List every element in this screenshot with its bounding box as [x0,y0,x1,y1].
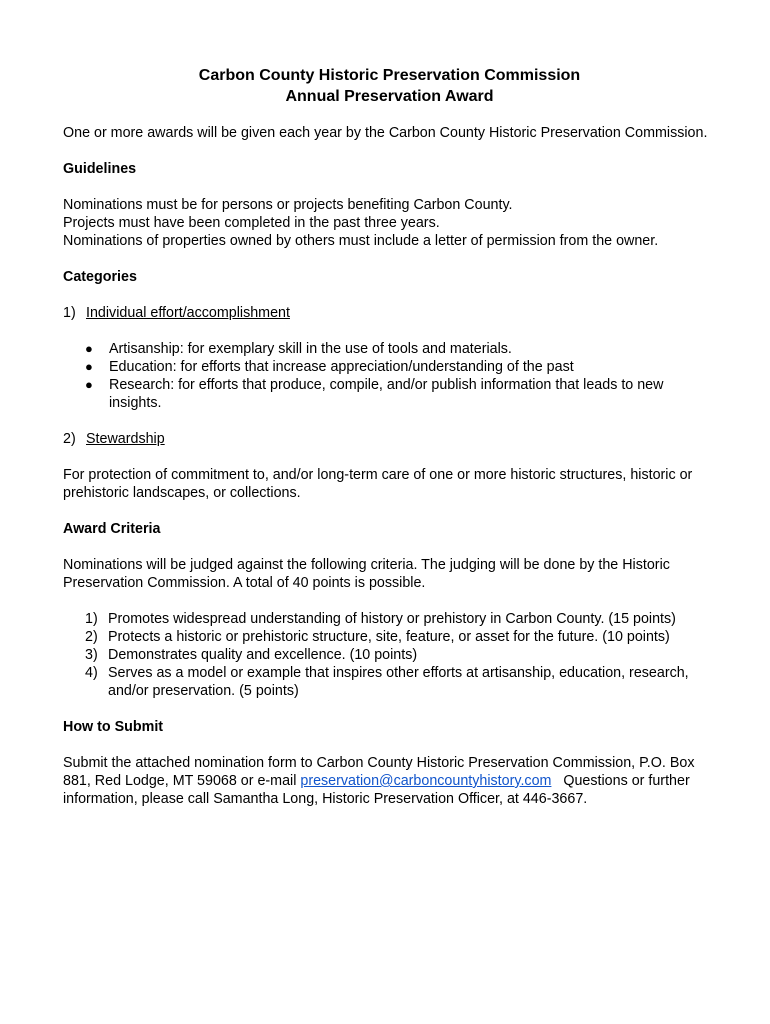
how-to-submit-heading: How to Submit [63,719,164,735]
guideline-line: Nominations of properties owned by others must include a letter of permission from the owner. [63,233,659,249]
category-1-number: 1) [63,305,76,321]
category-1-title: Individual effort/accomplishment [86,305,290,321]
email-link[interactable]: preservation@carboncountyhistory.com [300,773,552,789]
list-item [85,628,713,646]
list-item [85,610,713,628]
bullet-icon: ● [85,341,93,356]
bullet-icon: ● [85,377,93,392]
categories-heading: Categories [63,269,137,285]
criteria-number: 2) [85,629,98,645]
guideline-line: Nominations must be for persons or projects benefiting Carbon County. [63,197,513,213]
list-item [85,358,713,376]
guideline-line: Projects must have been completed in the past three years. [63,215,440,231]
list-item [85,664,713,700]
criteria-text: Protects a historic or prehistoric structure, site, feature, or asset for the future. (10 points) [108,629,670,645]
submit-text-before: Submit the attached nomination form to Carbon County Historic Preservation Commission, P.O. Box 881, Red Lodge, MT 59068 or e-mail [63,755,695,789]
list-item [85,376,713,412]
category-1 [63,304,713,322]
bullet-text: Artisanship: for exemplary skill in the use of tools and materials. [109,341,512,357]
award-criteria-heading: Award Criteria [63,521,161,537]
document-title-line2: Annual Preservation Award [285,88,494,105]
how-to-submit-paragraph [63,754,713,808]
intro-paragraph: One or more awards will be given each year by the Carbon County Historic Preservation Commission. [63,125,708,141]
category-2-title: Stewardship [86,431,165,447]
criteria-text: Promotes widespread understanding of history or prehistory in Carbon County. (15 points) [108,611,676,627]
category-2 [63,430,713,448]
document-page [63,65,713,808]
bullet-icon: ● [85,359,93,374]
criteria-number: 4) [85,665,98,681]
criteria-number: 1) [85,611,98,627]
bullet-text: Research: for efforts that produce, compile, and/or publish information that leads to new insights. [109,377,664,411]
category-1-bullet-list [63,340,713,412]
list-item [85,646,713,664]
criteria-text: Demonstrates quality and excellence. (10 points) [108,647,418,663]
criteria-list [63,610,713,700]
submit-text-after: Questions or further information, please call Samantha Long, Historic Preservation Officer, at 446-3667. [63,773,694,807]
list-item [85,340,713,358]
document-title-line1: Carbon County Historic Preservation Commission [198,67,581,84]
award-criteria-intro: Nominations will be judged against the following criteria. The judging will be done by the Historic Preservation Commission. A total of 40 points is possible. [63,557,670,591]
criteria-text: Serves as a model or example that inspires other efforts at artisanship, education, research, and/or preservation. (5 points) [108,665,689,699]
category-2-number: 2) [63,431,76,447]
criteria-number: 3) [85,647,98,663]
guidelines-heading: Guidelines [63,161,137,177]
bullet-text: Education: for efforts that increase appreciation/understanding of the past [109,359,574,375]
stewardship-description: For protection of commitment to, and/or long-term care of one or more historic structures, historic or prehistoric landscapes, or collections. [63,467,693,501]
